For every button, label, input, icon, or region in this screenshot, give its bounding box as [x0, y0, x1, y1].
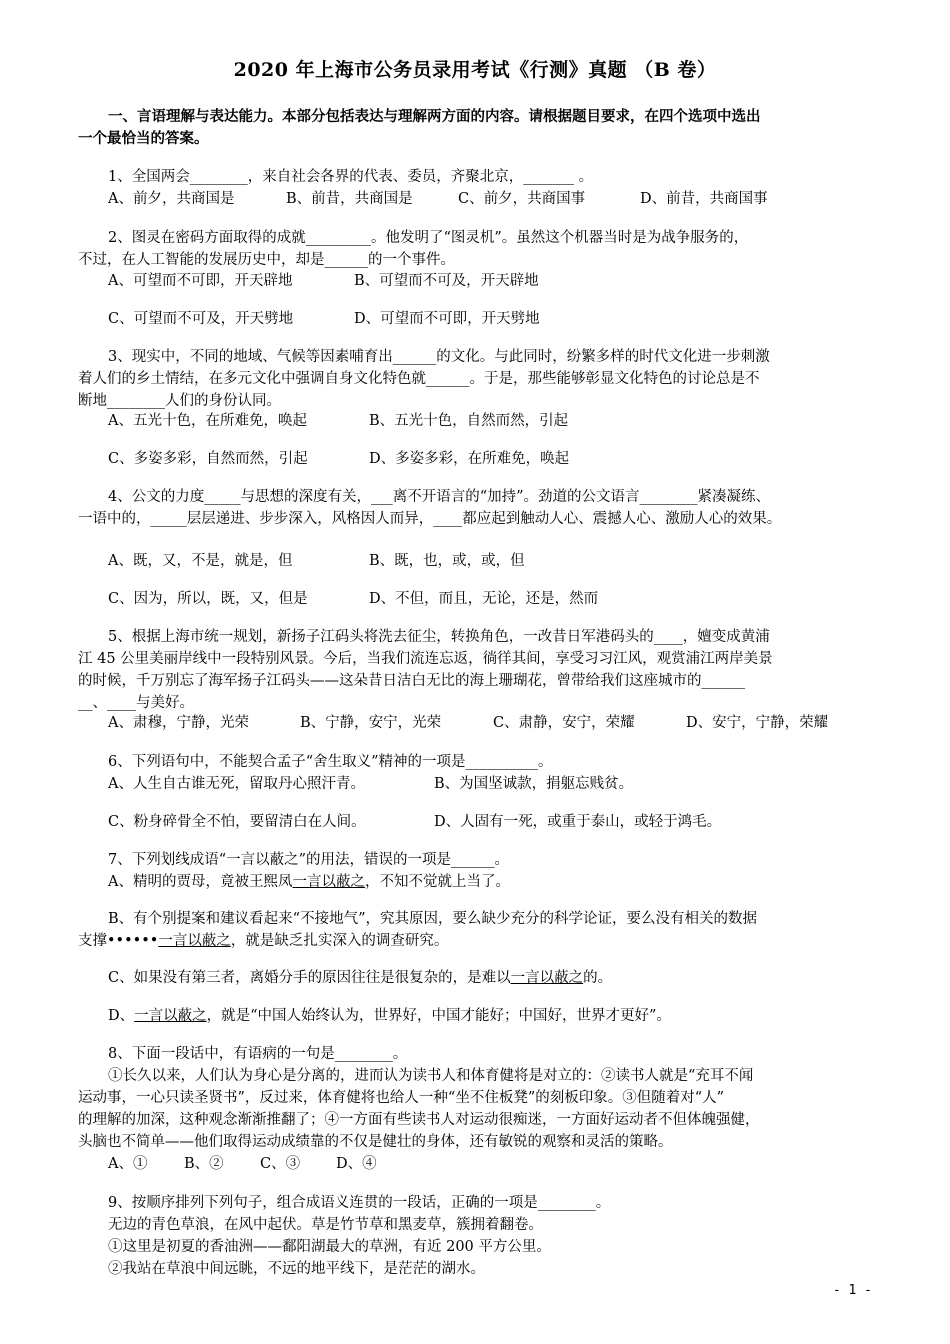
passage-line: 的理解的加深，这种观念渐渐推翻了；④一方面有些读书人对运动很痴迷，一方面好运动者不但体魄强健，	[78, 1112, 760, 1128]
passage-line: 头脑也不简单——他们取得运动成绩靠的不仅是健壮的身体，还有敏锐的观察和灵活的策略。	[78, 1134, 673, 1150]
section-header	[78, 106, 883, 150]
option-b: B、前昔，共商国是	[286, 191, 413, 207]
option-a: A、五光十色，在所难免，唤起	[108, 413, 307, 429]
section-intro-line: 一、言语理解与表达能力。本部分包括表达与理解两方面的内容。请根据题目要求，在四个选项中选出	[108, 108, 761, 125]
option-text: D、	[108, 1008, 135, 1024]
question-stem: 5、根据上海市统一规划，新扬子江码头将洗去征尘，转换角色，一改昔日军港码头的____，嬗变成黄浦	[108, 629, 770, 645]
section-intro-line: 一个最恰当的答案。	[78, 130, 209, 147]
option-d	[78, 1005, 883, 1027]
underlined-idiom: 一言以蔽之	[158, 933, 231, 949]
option-a: A、人生自古谁无死，留取丹心照汗青。	[108, 776, 365, 792]
option-text: A、精明的贾母，竟被王熙凤	[108, 874, 293, 890]
question-8	[78, 1043, 883, 1153]
question-stem: 3、现实中，不同的地域、气候等因素哺育出______的文化。与此同时，纷繁多样的时代文化进一步刺激	[108, 349, 770, 365]
option-a: A、既，又，不是，就是，但	[108, 553, 293, 569]
question-2	[78, 227, 883, 271]
option-b: B、既，也，或，或，但	[369, 553, 525, 569]
passage-line: ①这里是初夏的香油洲——鄱阳湖最大的草洲，有近 200 平方公里。	[108, 1239, 551, 1255]
underlined-idiom: 一言以蔽之	[510, 970, 584, 986]
option-d: D、人固有一死，或重于泰山，或轻于鸿毛。	[434, 814, 722, 830]
option-d: D、前昔，共商国事	[640, 191, 768, 207]
option-b: B、为国坚诚款，捐躯忘贱贫。	[434, 776, 634, 792]
underlined-idiom: 一言以蔽之	[292, 874, 365, 890]
option-a: A、肃穆，宁静，光荣	[108, 715, 249, 731]
question-7	[78, 849, 883, 893]
question-stem: 6、下列语句中，不能契合孟子“舍生取义”精神的一项是__________。	[108, 754, 553, 770]
question-stem: 不过，在人工智能的发展历史中，却是______的一个事件。	[78, 252, 455, 268]
option-c	[78, 967, 883, 989]
option-a: A、前夕，共商国是	[108, 191, 235, 207]
options-row	[78, 410, 883, 432]
option-text: ，就是缺乏扎实深入的调查研究。	[230, 933, 449, 949]
question-5	[78, 626, 883, 714]
options-row	[78, 308, 883, 330]
options-row	[78, 448, 883, 470]
question-stem: __、____与美好。	[78, 695, 194, 711]
passage-line: 运动事，一心只读圣贤书”，反过来，体育健将也给人一种“坐不住板凳”的刻板印象。③但随着对“人”	[78, 1090, 725, 1106]
option-d: D、安宁，宁静，荣耀	[686, 715, 829, 731]
question-stem: 断地________人们的身份认同。	[78, 393, 281, 409]
question-stem: 8、下面一段话中，有语病的一句是________。	[108, 1046, 408, 1062]
option-d: D、不但，而且，无论，还是，然而	[369, 591, 599, 607]
question-stem: 7、下列划线成语“一言以蔽之”的用法，错误的一项是______。	[108, 852, 510, 868]
page-title: 2020 年上海市公务员录用考试《行测》真题 （B 卷）	[233, 59, 717, 81]
options-row	[78, 773, 883, 795]
option-text: B、有个别提案和建议看起来“不接地气”，究其原因，要么缺少充分的科学论证，要么没有相关的数据	[108, 911, 757, 927]
options-row	[78, 811, 883, 833]
option-c: C、③	[260, 1156, 301, 1172]
option-d: D、④	[336, 1156, 377, 1172]
option-c: C、多姿多彩，自然而然，引起	[108, 451, 308, 467]
question-stem: 着人们的乡土情结，在多元文化中强调自身文化特色就______。于是，那些能够彰显文化特色的讨论总是不	[78, 371, 760, 387]
option-text: 的。	[583, 970, 613, 986]
question-4	[78, 486, 883, 530]
option-text: C、如果没有第三者，离婚分手的原因往往是很复杂的，是难以	[108, 970, 511, 986]
passage-line: ①长久以来，人们认为身心是分离的，进而认为读书人和体育健将是对立的：②读书人就是“充耳不闻	[108, 1068, 754, 1084]
question-6	[78, 751, 883, 773]
option-c: C、前夕，共商国事	[458, 191, 586, 207]
question-stem: 2、图灵在密码方面取得的成就_________。他发明了“图灵机”。虽然这个机器当时是为战争服务的，	[108, 230, 749, 246]
question-9	[78, 1192, 883, 1280]
question-1	[78, 166, 883, 188]
option-a: A、可望而不可即，开天辟地	[108, 273, 293, 289]
options-row	[78, 588, 883, 610]
option-a	[78, 871, 883, 893]
option-b: B、宁静，安宁，光荣	[300, 715, 442, 731]
options-row	[78, 550, 883, 572]
question-stem: 的时候，千万别忘了海军扬子江码头——这朵昔日洁白无比的海上珊瑚花，曾带给我们这座城市的______	[78, 673, 745, 689]
option-d: D、多姿多彩，在所难免，唤起	[369, 451, 570, 467]
option-text: ，就是“中国人始终认为，世界好，中国才能好；中国好，世界才更好”。	[206, 1008, 671, 1024]
option-b: B、五光十色，自然而然，引起	[369, 413, 569, 429]
question-stem: 9、按顺序排列下列句子，组合成语义连贯的一段话，正确的一项是________。	[108, 1195, 611, 1211]
option-d: D、可望而不可即，开天劈地	[354, 311, 540, 327]
options-row	[78, 1153, 883, 1175]
passage-line: 无边的青色草浪，在风中起伏。草是竹节草和黑麦草，簇拥着翻卷。	[108, 1217, 543, 1233]
question-stem: 江 45 公里美丽岸线中一段特别风景。今后，当我们流连忘返，徜徉其间，享受习习江风，观赏浦江两岸美景	[78, 651, 773, 667]
option-a: A、①	[108, 1156, 148, 1172]
option-c: C、可望而不可及，开天劈地	[108, 311, 294, 327]
question-3	[78, 346, 883, 412]
options-row	[78, 270, 883, 292]
options-row	[78, 188, 883, 210]
option-b: B、②	[184, 1156, 224, 1172]
option-b: B、可望而不可及，开天辟地	[354, 273, 539, 289]
question-stem: 1、全国两会________，来自社会各界的代表、委员，齐聚北京，_______ 。	[108, 169, 594, 185]
option-text: 支撑••••••	[78, 933, 159, 949]
passage-line: ②我站在草浪中间远眺，不远的地平线下，是茫茫的湖水。	[108, 1261, 485, 1277]
underlined-idiom: 一言以蔽之	[134, 1008, 207, 1024]
option-b	[78, 908, 883, 952]
option-c: C、因为，所以，既，又，但是	[108, 591, 308, 607]
page-number: - 1 -	[832, 1283, 872, 1298]
options-row	[78, 712, 883, 734]
question-stem: 一语中的，_____层层递进、步步深入，风格因人而异，____都应起到触动人心、震撼人心、激励人心的效果。	[78, 511, 782, 527]
option-c: C、肃静，安宁，荣耀	[493, 715, 635, 731]
question-stem: 4、公文的力度_____与思想的深度有关，___离不开语言的“加持”。劲道的公文语言________紧凑凝练、	[108, 489, 771, 505]
option-c: C、粉身碎骨全不怕，要留清白在人间。	[108, 814, 366, 830]
option-text: ，不知不觉就上当了。	[364, 874, 510, 890]
